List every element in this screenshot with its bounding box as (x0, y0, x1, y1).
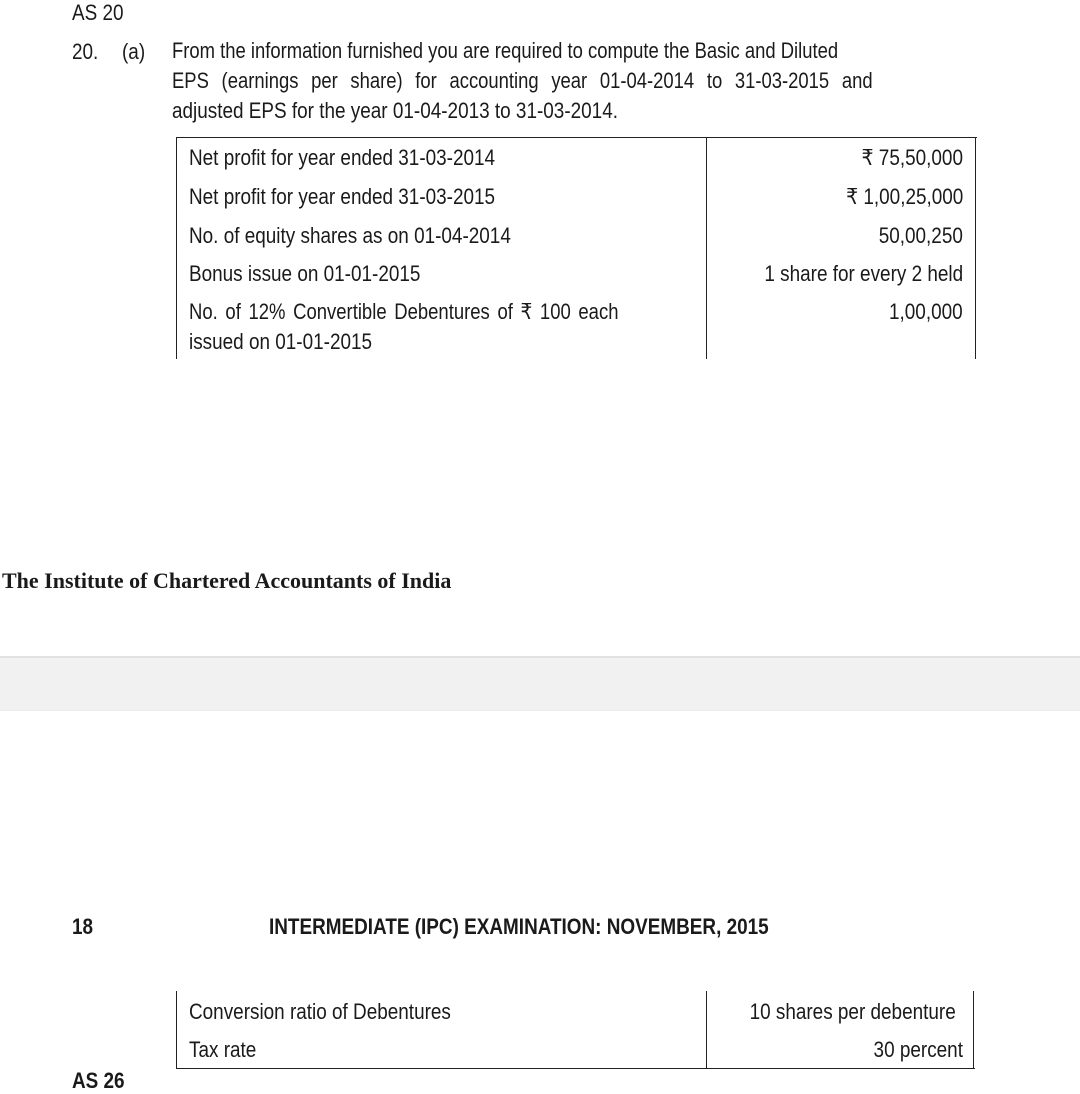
table-bottom-border (176, 1068, 975, 1069)
row-value: 1,00,000 (889, 299, 963, 324)
row-value: 30 percent (873, 1037, 963, 1062)
cut-off-section-heading: AS 26 (72, 1068, 125, 1093)
page-header: INTERMEDIATE (IPC) EXAMINATION: NOVEMBER, 2015 (269, 914, 769, 939)
page-separator (0, 656, 1080, 711)
question-part: (a) (122, 39, 146, 64)
row-label-continued: issued on 01-01-2015 (189, 329, 373, 354)
row-value: ₹ 75,50,000 (861, 145, 963, 170)
table-divider (706, 137, 707, 359)
table-left-border (176, 991, 177, 1069)
row-label: Bonus issue on 01-01-2015 (189, 261, 421, 286)
row-label: No. of equity shares as on 01-04-2014 (189, 223, 511, 248)
table-top-border (176, 137, 977, 138)
question-line-2: EPS (earnings per share) for accounting year 01-04-2014 to 31-03-2015 and (172, 68, 873, 93)
row-value: 50,00,250 (878, 223, 963, 248)
row-label: Tax rate (189, 1037, 257, 1062)
footer-organization: The Institute of Chartered Accountants of India (2, 568, 452, 593)
table-left-border (176, 137, 177, 359)
page-number: 18 (72, 914, 94, 939)
row-value: 10 shares per debenture (749, 999, 956, 1024)
row-label: No. of 12% Convertible Debentures of ₹ 100 each (189, 299, 619, 324)
row-value: ₹ 1,00,25,000 (845, 184, 963, 209)
table-divider (706, 991, 707, 1069)
question-line-1: From the information furnished you are required to compute the Basic and Diluted (172, 38, 839, 63)
table-right-border (975, 137, 976, 359)
row-label: Net profit for year ended 31-03-2015 (189, 184, 496, 209)
question-number: 20. (72, 39, 99, 64)
row-label: Conversion ratio of Debentures (189, 999, 451, 1024)
row-value: 1 share for every 2 held (764, 261, 963, 286)
table-right-border (973, 991, 974, 1069)
section-heading: AS 20 (72, 0, 124, 25)
row-label: Net profit for year ended 31-03-2014 (189, 145, 496, 170)
question-line-3: adjusted EPS for the year 01-04-2013 to 31-03-2014. (172, 98, 618, 123)
